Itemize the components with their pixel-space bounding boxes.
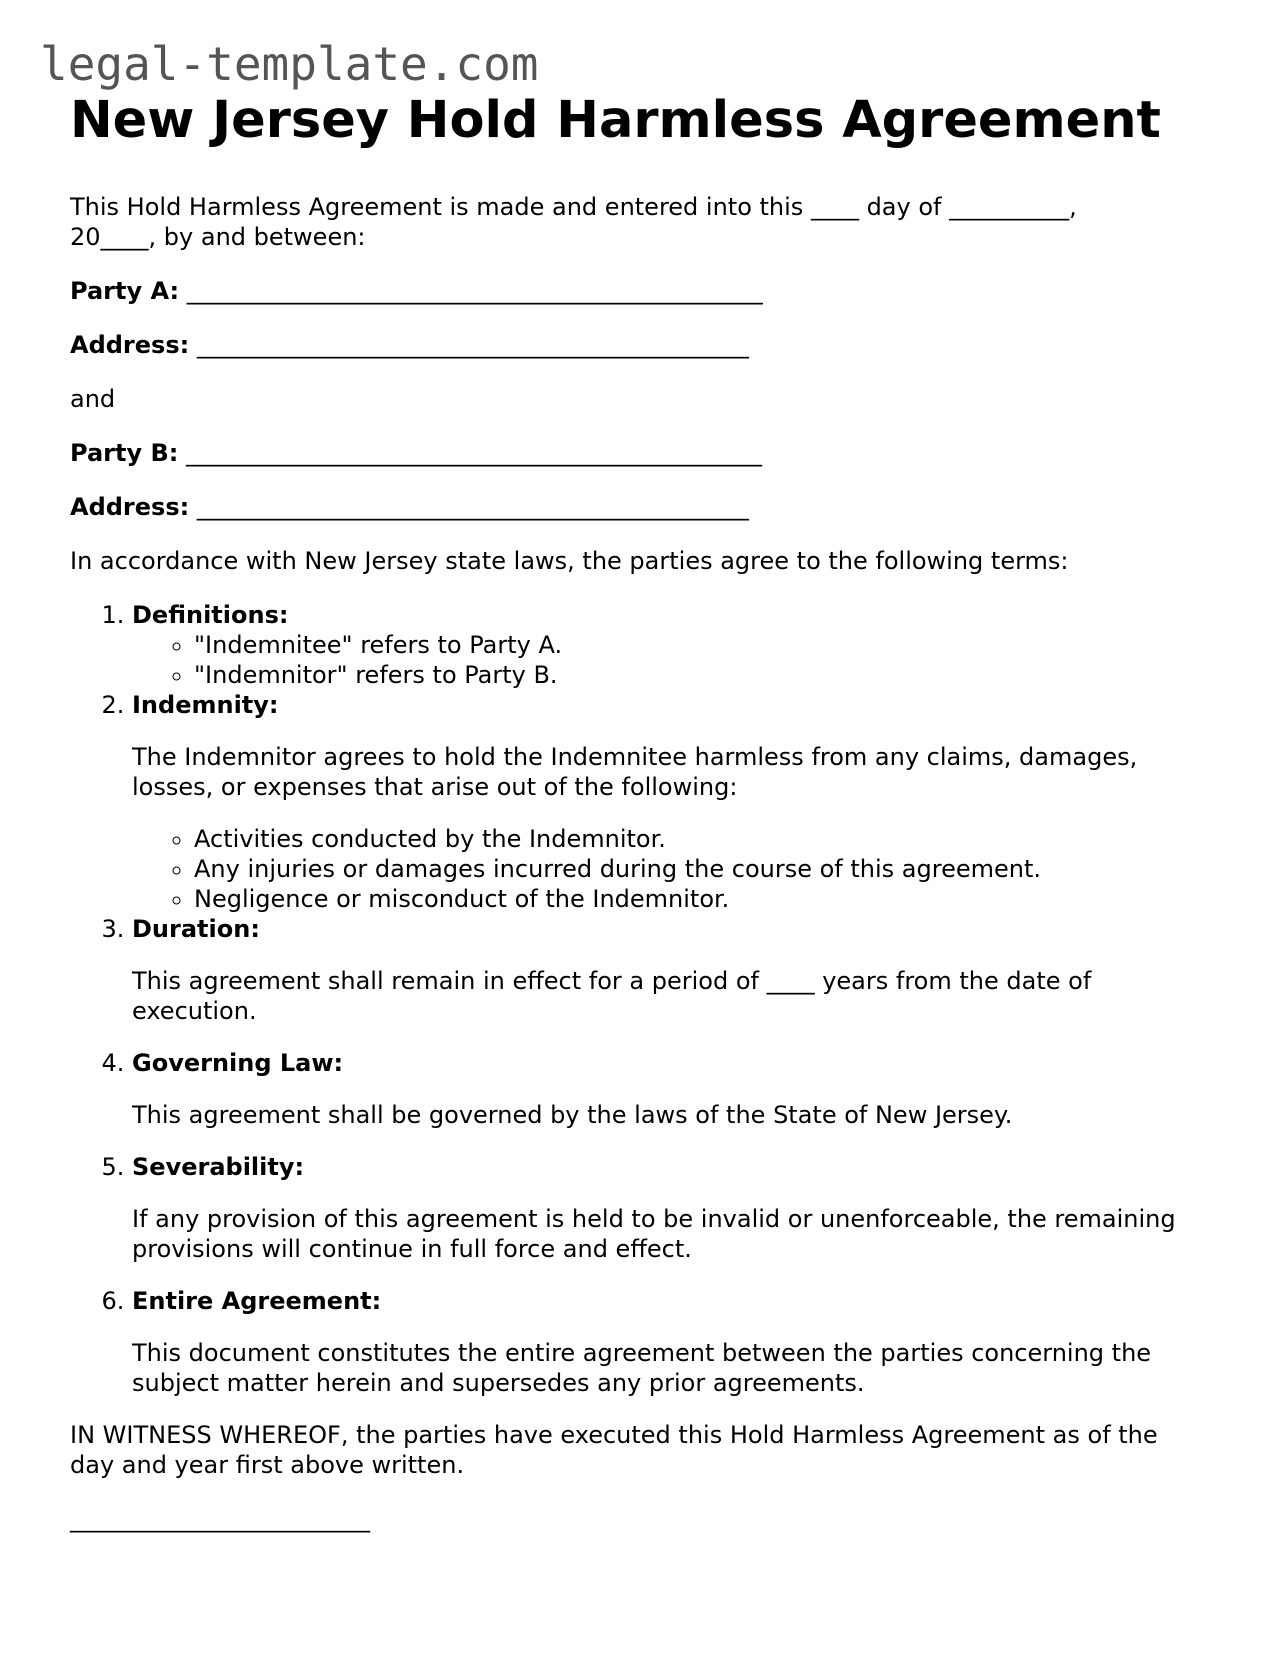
list-item: ◦ Activities conducted by the Indemnitor. xyxy=(194,824,1220,854)
party-a-blank: ________________________________________________ xyxy=(186,277,763,305)
list-item: ◦ Any injuries or damages incurred during the course of this agreement. xyxy=(194,854,1220,884)
indemnity-list xyxy=(132,824,1220,914)
term-severability xyxy=(132,1152,1220,1264)
term-duration xyxy=(132,914,1220,1026)
document-page xyxy=(70,86,1220,1534)
witness-paragraph: IN WITNESS WHEREOF, the parties have executed this Hold Harmless Agreement as of the day and year first above written. xyxy=(70,1421,1158,1479)
term-body: The Indemnitor agrees to hold the Indemnitee harmless from any claims, damages, losses, or expenses that arise out of the following: xyxy=(132,743,1138,801)
term-body: This agreement shall be governed by the laws of the State of New Jersey. xyxy=(132,1101,1013,1129)
address-a-label: Address: xyxy=(70,331,190,359)
term-entire-agreement xyxy=(132,1286,1220,1398)
term-title: Severability: xyxy=(132,1153,305,1181)
party-a-label: Party A: xyxy=(70,277,180,305)
term-body: If any provision of this agreement is held to be invalid or unenforceable, the remaining provisions will continue in full force and effect. xyxy=(132,1205,1176,1263)
watermark: legal-template.com xyxy=(40,37,539,91)
address-b-blank: ______________________________________________ xyxy=(196,493,749,521)
party-b-field xyxy=(70,438,1220,468)
address-a-blank: ______________________________________________ xyxy=(196,331,749,359)
page-title: New Jersey Hold Harmless Agreement xyxy=(70,91,1161,150)
signature-line: _________________________ xyxy=(70,1505,370,1533)
term-title: Entire Agreement: xyxy=(132,1287,382,1315)
intro-paragraph: This Hold Harmless Agreement is made and entered into this ____ day of __________, 20____, by and between: xyxy=(70,193,1077,251)
term-indemnity xyxy=(132,690,1220,914)
list-item: ◦ "Indemnitor" refers to Party B. xyxy=(194,660,1220,690)
party-a-field xyxy=(70,276,1220,306)
party-b-label: Party B: xyxy=(70,439,179,467)
address-a-field xyxy=(70,330,1220,360)
term-governing-law xyxy=(132,1048,1220,1130)
term-title: Duration: xyxy=(132,915,260,943)
list-item: ◦ "Indemnitee" refers to Party A. xyxy=(194,630,1220,660)
terms-list xyxy=(70,600,1220,1398)
address-b-label: Address: xyxy=(70,493,190,521)
and-text: and xyxy=(70,385,116,413)
term-title: Definitions: xyxy=(132,601,289,629)
term-definitions xyxy=(132,600,1220,690)
term-body: This agreement shall remain in effect for a period of ____ years from the date of execution. xyxy=(132,967,1092,1025)
term-body: This document constitutes the entire agreement between the parties concerning the subject matter herein and supersedes any prior agreements. xyxy=(132,1339,1152,1397)
term-title: Governing Law: xyxy=(132,1049,344,1077)
list-item: ◦ Negligence or misconduct of the Indemnitor. xyxy=(194,884,1220,914)
party-b-blank: ________________________________________________ xyxy=(185,439,762,467)
terms-intro: In accordance with New Jersey state laws, the parties agree to the following terms: xyxy=(70,547,1069,575)
address-b-field xyxy=(70,492,1220,522)
definitions-list xyxy=(132,630,1220,690)
term-title: Indemnity: xyxy=(132,691,279,719)
